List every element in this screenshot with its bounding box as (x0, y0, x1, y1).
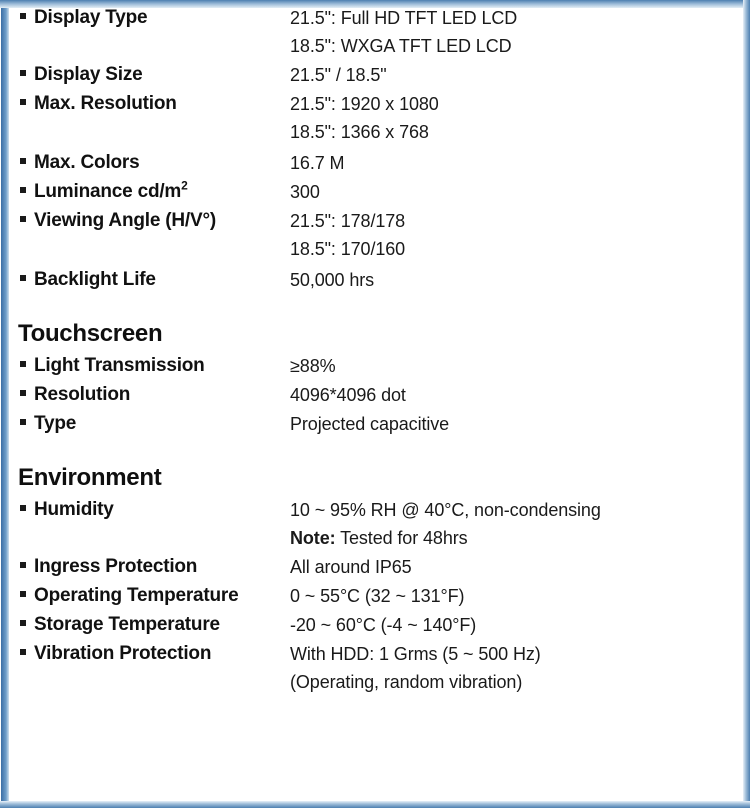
spec-row (18, 90, 732, 146)
spec-label-text: Luminance cd/m (34, 181, 182, 202)
spec-value-line: 4096*4096 dot (290, 385, 406, 405)
spec-value (290, 611, 476, 639)
bullet-icon (18, 611, 34, 626)
bullet-icon (18, 4, 34, 19)
spec-value-line: Projected capacitive (290, 414, 450, 434)
spec-label-superscript: 2 (181, 178, 188, 193)
spec-value-line: 21.5": 178/178 (290, 211, 406, 231)
section-heading: Touchscreen (18, 320, 163, 347)
spec-value-line: 21.5": Full HD TFT LED LCD (290, 8, 518, 28)
spec-row (18, 640, 732, 696)
bullet-icon (18, 553, 34, 568)
spec-label: Viewing Angle (H/V°) (34, 210, 217, 231)
bullet-icon (18, 178, 34, 193)
spec-label: Max. Colors (34, 152, 140, 173)
spec-label: Max. Resolution (34, 93, 177, 114)
spec-value-line: All around IP65 (290, 557, 412, 577)
spec-value-line: 50,000 hrs (290, 270, 375, 290)
spec-value-line: 21.5" / 18.5" (290, 65, 387, 85)
bullet-icon (18, 640, 34, 655)
spec-value (290, 178, 320, 206)
spec-row (18, 61, 732, 89)
spec-value-line: 18.5": 1366 x 768 (290, 122, 429, 142)
spec-section-display (18, 4, 732, 294)
spec-row (18, 4, 732, 60)
bullet-icon (18, 352, 34, 367)
spec-value-line: 18.5": 170/160 (290, 239, 406, 259)
spec-section-environment (18, 464, 732, 696)
spec-label: Ingress Protection (34, 556, 198, 577)
spec-label: Display Size (34, 64, 143, 85)
spec-value-line: 0 ~ 55°C (32 ~ 131°F) (290, 586, 465, 606)
bullet-icon (18, 266, 34, 281)
spec-row (18, 178, 732, 206)
bullet-icon (18, 61, 34, 76)
spec-value (290, 149, 344, 177)
spec-value-note (290, 524, 601, 552)
bullet-icon (18, 496, 34, 511)
note-text: Tested for 48hrs (335, 528, 468, 548)
spec-row (18, 410, 732, 438)
spec-value (290, 582, 464, 610)
spec-row (18, 149, 732, 177)
page-border-right (743, 0, 750, 808)
spec-value-line: -20 ~ 60°C (-4 ~ 140°F) (290, 615, 477, 635)
spec-value (290, 61, 387, 89)
bullet-icon (18, 207, 34, 222)
spec-value-line: 21.5": 1920 x 1080 (290, 94, 439, 114)
spec-value-line: 300 (290, 182, 320, 202)
spec-value (290, 410, 449, 438)
spec-row (18, 496, 732, 552)
spec-label (34, 178, 290, 206)
spec-label: Storage Temperature (34, 614, 220, 635)
spec-value (290, 496, 601, 552)
spec-row (18, 352, 732, 380)
spec-value (290, 640, 541, 696)
spec-row (18, 582, 732, 610)
spec-value (290, 4, 517, 60)
spec-row (18, 553, 732, 581)
page-border-left (0, 0, 9, 808)
spec-value-line: 16.7 M (290, 153, 345, 173)
spec-value-line: With HDD: 1 Grms (5 ~ 500 Hz) (290, 644, 541, 664)
spec-label: Display Type (34, 7, 148, 28)
spec-value-line: ≥88% (290, 356, 336, 376)
bullet-icon (18, 90, 34, 105)
spec-label: Resolution (34, 384, 131, 405)
spec-value (290, 266, 374, 294)
section-heading: Environment (18, 464, 162, 491)
spec-section-touchscreen (18, 320, 732, 438)
spec-label: Backlight Life (34, 269, 156, 290)
spec-label: Type (34, 413, 77, 434)
bullet-icon (18, 149, 34, 164)
spec-value-line: 18.5": WXGA TFT LED LCD (290, 36, 512, 56)
bullet-icon (18, 582, 34, 597)
spec-value (290, 553, 412, 581)
page-border-bottom (0, 801, 750, 808)
spec-value (290, 90, 439, 146)
spec-label: Vibration Protection (34, 643, 212, 664)
spec-value (290, 352, 336, 380)
bullet-icon (18, 381, 34, 396)
spec-value (290, 381, 406, 409)
spec-label: Operating Temperature (34, 585, 239, 606)
spec-value-line: (Operating, random vibration) (290, 672, 523, 692)
spec-row (18, 266, 732, 294)
spec-value (290, 207, 405, 263)
spec-label: Light Transmission (34, 355, 205, 376)
bullet-icon (18, 410, 34, 425)
note-label: Note: (290, 528, 336, 548)
spec-row (18, 207, 732, 263)
spec-row (18, 611, 732, 639)
spec-label: Humidity (34, 499, 114, 520)
spec-content (18, 4, 732, 697)
spec-value-line: 10 ~ 95% RH @ 40°C, non-condensing (290, 500, 601, 520)
spec-row (18, 381, 732, 409)
